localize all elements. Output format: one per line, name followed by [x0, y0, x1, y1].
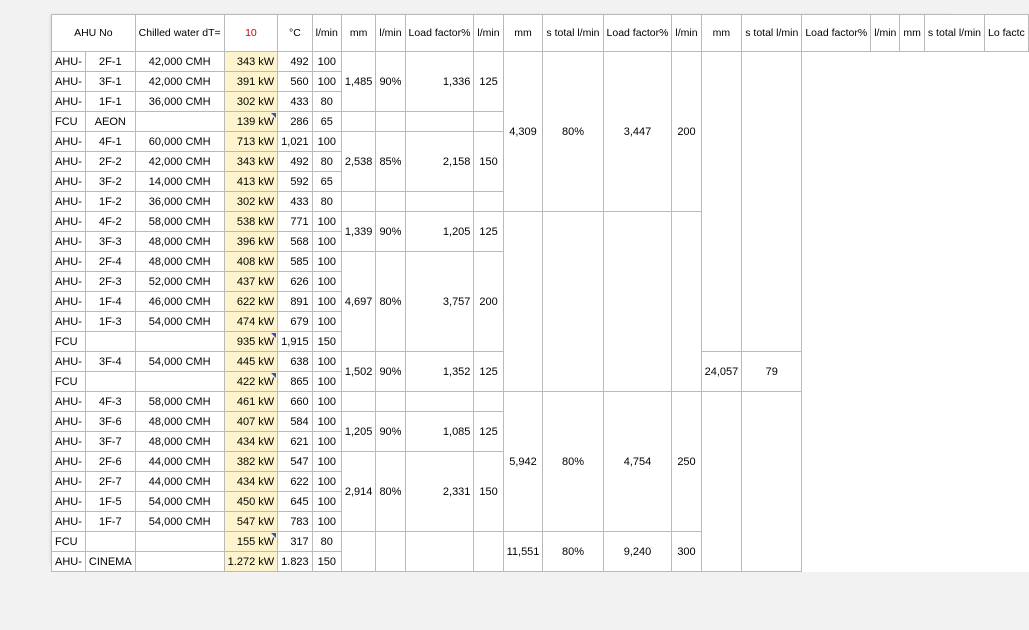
cell-load-kw[interactable]: 155 kW — [224, 532, 277, 552]
cell-pipe-mm[interactable]: 100 — [312, 312, 341, 332]
group1-mm[interactable] — [474, 532, 503, 572]
cell-airflow-cmh[interactable]: 14,000 CMH — [135, 172, 224, 192]
cell-airflow-cmh[interactable]: 46,000 CMH — [135, 292, 224, 312]
cell-ahu-tag[interactable]: FCU — [52, 112, 86, 132]
cell-ahu-no[interactable]: 3F-2 — [85, 172, 135, 192]
group2-stotal[interactable]: 11,551 — [503, 532, 543, 572]
cell-airflow-cmh[interactable]: 44,000 CMH — [135, 472, 224, 492]
header-loadfactor-4: Lo factc — [985, 15, 1029, 52]
cell-pipe-mm[interactable]: 80 — [312, 152, 341, 172]
group2-load[interactable] — [543, 212, 603, 392]
header-mm-1: mm — [341, 15, 376, 52]
group1-lmin2[interactable]: 2,158 — [405, 132, 474, 192]
cell-ahu-no[interactable]: 1F-4 — [85, 292, 135, 312]
group2-load[interactable]: 80% — [543, 52, 603, 212]
cell-ahu-tag[interactable]: AHU- — [52, 432, 86, 452]
cell-load-kw[interactable]: 139 kW — [224, 112, 277, 132]
table-row[interactable] — [52, 212, 1029, 232]
group3-stotal[interactable] — [701, 392, 742, 572]
cell-pipe-mm[interactable]: 100 — [312, 52, 341, 72]
group1-mm[interactable]: 125 — [474, 212, 503, 252]
header-dt-value[interactable]: 10 — [224, 15, 277, 52]
group2-stotal[interactable]: 4,309 — [503, 52, 543, 212]
group1-mm[interactable] — [474, 192, 503, 212]
cell-ahu-no[interactable]: 1F-7 — [85, 512, 135, 532]
cell-pipe-mm[interactable]: 150 — [312, 332, 341, 352]
cell-ahu-tag[interactable]: AHU- — [52, 212, 86, 232]
header-lmin-5: l/min — [871, 15, 900, 52]
cell-ahu-no[interactable]: 3F-6 — [85, 412, 135, 432]
cell-ahu-no[interactable]: 2F-7 — [85, 472, 135, 492]
group1-lmin[interactable]: 2,914 — [341, 452, 376, 532]
table-header-row — [52, 15, 1029, 52]
group1-mm[interactable] — [474, 392, 503, 412]
cell-flow-lmin[interactable]: 585 — [278, 252, 313, 272]
cell-load-kw[interactable]: 538 kW — [224, 212, 277, 232]
cell-ahu-no[interactable]: 4F-1 — [85, 132, 135, 152]
cell-airflow-cmh[interactable]: 36,000 CMH — [135, 92, 224, 112]
group2-mm[interactable]: 300 — [672, 532, 701, 572]
header-stotal-2: s total l/min — [742, 15, 802, 52]
cell-pipe-mm[interactable]: 100 — [312, 392, 341, 412]
cell-ahu-no[interactable]: 3F-4 — [85, 352, 135, 372]
cell-pipe-mm[interactable]: 100 — [312, 232, 341, 252]
cell-load-kw[interactable]: 547 kW — [224, 512, 277, 532]
chilled-water-table[interactable] — [51, 14, 1029, 572]
header-loadfactor-1: Load factor% — [405, 15, 474, 52]
group2-stotal[interactable] — [503, 212, 543, 392]
cell-load-kw[interactable]: 935 kW — [224, 332, 277, 352]
cell-airflow-cmh[interactable]: 54,000 CMH — [135, 352, 224, 372]
group1-lmin2[interactable]: 1,336 — [405, 52, 474, 112]
group1-mm[interactable]: 150 — [474, 452, 503, 532]
cell-ahu-tag[interactable]: AHU- — [52, 192, 86, 212]
header-lmin-2: l/min — [376, 15, 405, 52]
cell-airflow-cmh[interactable] — [135, 112, 224, 132]
cell-flow-lmin[interactable]: 492 — [278, 152, 313, 172]
cell-pipe-mm[interactable]: 100 — [312, 472, 341, 492]
group1-lmin[interactable] — [341, 392, 376, 412]
group2-mm[interactable]: 200 — [672, 52, 701, 212]
cell-ahu-no[interactable]: 1F-5 — [85, 492, 135, 512]
group1-lmin[interactable]: 1,485 — [341, 52, 376, 112]
cell-load-kw[interactable]: 474 kW — [224, 312, 277, 332]
group1-load[interactable] — [376, 192, 405, 212]
group2-load[interactable]: 80% — [543, 532, 603, 572]
group3-stotal[interactable]: 24,057 — [701, 352, 742, 392]
cell-airflow-cmh[interactable]: 44,000 CMH — [135, 452, 224, 472]
group1-load[interactable]: 85% — [376, 132, 405, 192]
cell-flow-lmin[interactable]: 660 — [278, 392, 313, 412]
cell-ahu-no[interactable]: CINEMA — [85, 552, 135, 572]
cell-pipe-mm[interactable]: 65 — [312, 172, 341, 192]
cell-flow-lmin[interactable]: 1,915 — [278, 332, 313, 352]
header-mm-3: mm — [701, 15, 742, 52]
cell-ahu-no[interactable]: 4F-3 — [85, 392, 135, 412]
header-mm-4: mm — [900, 15, 925, 52]
cell-pipe-mm[interactable]: 100 — [312, 372, 341, 392]
group2-mm[interactable]: 250 — [672, 392, 701, 532]
cell-airflow-cmh[interactable]: 54,000 CMH — [135, 512, 224, 532]
table-row[interactable] — [52, 392, 1029, 412]
group2-lmin[interactable]: 4,754 — [603, 392, 672, 532]
group3-load[interactable] — [742, 392, 802, 572]
cell-flow-lmin[interactable]: 679 — [278, 312, 313, 332]
cell-airflow-cmh[interactable]: 54,000 CMH — [135, 492, 224, 512]
group1-lmin2[interactable]: 1,352 — [405, 352, 474, 392]
cell-airflow-cmh[interactable] — [135, 552, 224, 572]
cell-ahu-tag[interactable]: FCU — [52, 532, 86, 552]
cell-ahu-tag[interactable]: AHU- — [52, 272, 86, 292]
cell-airflow-cmh[interactable]: 42,000 CMH — [135, 52, 224, 72]
cell-ahu-tag[interactable]: AHU- — [52, 492, 86, 512]
cell-ahu-no[interactable]: 2F-4 — [85, 252, 135, 272]
group1-load[interactable]: 90% — [376, 212, 405, 252]
cell-ahu-no[interactable]: 3F-7 — [85, 432, 135, 452]
header-lmin-1: l/min — [312, 15, 341, 52]
cell-load-kw[interactable]: 713 kW — [224, 132, 277, 152]
cell-ahu-no[interactable] — [85, 532, 135, 552]
cell-ahu-no[interactable]: 2F-1 — [85, 52, 135, 72]
cell-ahu-tag[interactable]: AHU- — [52, 252, 86, 272]
group1-mm[interactable]: 125 — [474, 412, 503, 452]
cell-load-kw[interactable]: 343 kW — [224, 152, 277, 172]
table-body[interactable] — [52, 15, 1029, 572]
header-stotal-1: s total l/min — [543, 15, 603, 52]
group1-mm[interactable]: 200 — [474, 252, 503, 352]
cell-load-kw[interactable]: 413 kW — [224, 172, 277, 192]
cell-flow-lmin[interactable]: 592 — [278, 172, 313, 192]
cell-pipe-mm[interactable]: 100 — [312, 272, 341, 292]
cell-ahu-no[interactable]: AEON — [85, 112, 135, 132]
cell-flow-lmin[interactable]: 547 — [278, 452, 313, 472]
cell-ahu-tag[interactable]: AHU- — [52, 92, 86, 112]
cell-airflow-cmh[interactable]: 58,000 CMH — [135, 392, 224, 412]
cell-load-kw[interactable]: 391 kW — [224, 72, 277, 92]
cell-pipe-mm[interactable]: 80 — [312, 92, 341, 112]
group3-load[interactable]: 79 — [742, 352, 802, 392]
cell-ahu-tag[interactable]: AHU- — [52, 292, 86, 312]
cell-ahu-tag[interactable]: AHU- — [52, 172, 86, 192]
cell-flow-lmin[interactable]: 433 — [278, 192, 313, 212]
cell-ahu-tag[interactable]: AHU- — [52, 232, 86, 252]
cell-airflow-cmh[interactable] — [135, 532, 224, 552]
cell-ahu-no[interactable]: 1F-1 — [85, 92, 135, 112]
cell-flow-lmin[interactable]: 771 — [278, 212, 313, 232]
cell-ahu-no[interactable]: 4F-2 — [85, 212, 135, 232]
group1-lmin2[interactable] — [405, 192, 474, 212]
cell-ahu-tag[interactable]: FCU — [52, 372, 86, 392]
cell-load-kw[interactable]: 343 kW — [224, 52, 277, 72]
group1-lmin2[interactable] — [405, 112, 474, 132]
cell-flow-lmin[interactable]: 433 — [278, 92, 313, 112]
cell-load-kw[interactable]: 461 kW — [224, 392, 277, 412]
cell-ahu-tag[interactable]: AHU- — [52, 552, 86, 572]
group2-lmin[interactable]: 3,447 — [603, 52, 672, 212]
cell-airflow-cmh[interactable]: 54,000 CMH — [135, 312, 224, 332]
cell-load-kw[interactable]: 434 kW — [224, 432, 277, 452]
header-loadfactor-3: Load factor% — [802, 15, 871, 52]
group3-load[interactable] — [742, 52, 802, 352]
table-row[interactable] — [52, 532, 1029, 552]
group2-stotal[interactable]: 5,942 — [503, 392, 543, 532]
group1-load[interactable]: 80% — [376, 252, 405, 352]
cell-pipe-mm[interactable]: 100 — [312, 452, 341, 472]
cell-flow-lmin[interactable]: 1.823 — [278, 552, 313, 572]
table-row[interactable] — [52, 52, 1029, 72]
cell-flow-lmin[interactable]: 626 — [278, 272, 313, 292]
cell-pipe-mm[interactable]: 65 — [312, 112, 341, 132]
cell-load-kw[interactable]: 302 kW — [224, 92, 277, 112]
group1-load[interactable]: 90% — [376, 52, 405, 112]
cell-pipe-mm[interactable]: 100 — [312, 352, 341, 372]
group2-mm[interactable] — [672, 212, 701, 392]
cell-ahu-tag[interactable]: AHU- — [52, 312, 86, 332]
group1-load[interactable] — [376, 532, 405, 572]
cell-pipe-mm[interactable]: 150 — [312, 552, 341, 572]
cell-ahu-no[interactable]: 3F-3 — [85, 232, 135, 252]
cell-airflow-cmh[interactable]: 36,000 CMH — [135, 192, 224, 212]
group2-lmin[interactable]: 9,240 — [603, 532, 672, 572]
group1-lmin[interactable]: 1,502 — [341, 352, 376, 392]
cell-pipe-mm[interactable]: 100 — [312, 292, 341, 312]
cell-pipe-mm[interactable]: 80 — [312, 192, 341, 212]
group1-lmin2[interactable]: 2,331 — [405, 452, 474, 532]
cell-pipe-mm[interactable]: 80 — [312, 532, 341, 552]
spreadsheet-canvas[interactable] — [51, 14, 1025, 568]
header-chilled-water-dt: Chilled water dT= — [135, 15, 224, 52]
header-dt-unit: °C — [278, 15, 313, 52]
group1-mm[interactable] — [474, 112, 503, 132]
cell-load-kw[interactable]: 434 kW — [224, 472, 277, 492]
cell-load-kw[interactable]: 622 kW — [224, 292, 277, 312]
cell-load-kw[interactable]: 396 kW — [224, 232, 277, 252]
cell-airflow-cmh[interactable]: 42,000 CMH — [135, 72, 224, 92]
group1-lmin2[interactable]: 1,085 — [405, 412, 474, 452]
cell-airflow-cmh[interactable]: 48,000 CMH — [135, 432, 224, 452]
cell-load-kw[interactable]: 302 kW — [224, 192, 277, 212]
group3-stotal[interactable] — [701, 52, 742, 352]
group1-lmin[interactable]: 2,538 — [341, 132, 376, 192]
cell-flow-lmin[interactable]: 783 — [278, 512, 313, 532]
group1-lmin[interactable] — [341, 112, 376, 132]
cell-pipe-mm[interactable]: 100 — [312, 492, 341, 512]
header-loadfactor-2: Load factor% — [603, 15, 672, 52]
cell-pipe-mm[interactable]: 100 — [312, 212, 341, 232]
cell-ahu-no[interactable]: 3F-1 — [85, 72, 135, 92]
group1-load[interactable] — [376, 392, 405, 412]
cell-ahu-tag[interactable]: AHU- — [52, 52, 86, 72]
cell-airflow-cmh[interactable] — [135, 332, 224, 352]
cell-ahu-tag[interactable]: AHU- — [52, 412, 86, 432]
cell-flow-lmin[interactable]: 865 — [278, 372, 313, 392]
cell-flow-lmin[interactable]: 584 — [278, 412, 313, 432]
group1-lmin2[interactable] — [405, 392, 474, 412]
group1-mm[interactable]: 150 — [474, 132, 503, 192]
cell-flow-lmin[interactable]: 286 — [278, 112, 313, 132]
cell-ahu-tag[interactable]: AHU- — [52, 512, 86, 532]
cell-pipe-mm[interactable]: 100 — [312, 432, 341, 452]
cell-ahu-no[interactable]: 1F-3 — [85, 312, 135, 332]
group1-lmin[interactable]: 1,339 — [341, 212, 376, 252]
cell-airflow-cmh[interactable]: 48,000 CMH — [135, 412, 224, 432]
group1-load[interactable]: 80% — [376, 452, 405, 532]
header-stotal-3: s total l/min — [924, 15, 984, 52]
cell-flow-lmin[interactable]: 645 — [278, 492, 313, 512]
cell-ahu-tag[interactable]: AHU- — [52, 472, 86, 492]
cell-airflow-cmh[interactable]: 42,000 CMH — [135, 152, 224, 172]
cell-ahu-tag[interactable]: AHU- — [52, 392, 86, 412]
cell-flow-lmin[interactable]: 1,021 — [278, 132, 313, 152]
cell-load-kw[interactable]: 422 kW — [224, 372, 277, 392]
cell-load-kw[interactable]: 450 kW — [224, 492, 277, 512]
group1-lmin[interactable] — [341, 192, 376, 212]
cell-airflow-cmh[interactable] — [135, 372, 224, 392]
cell-flow-lmin[interactable]: 621 — [278, 432, 313, 452]
cell-ahu-tag[interactable]: AHU- — [52, 152, 86, 172]
cell-flow-lmin[interactable]: 568 — [278, 232, 313, 252]
group1-lmin2[interactable] — [405, 532, 474, 572]
group2-load[interactable]: 80% — [543, 392, 603, 532]
group1-load[interactable]: 90% — [376, 352, 405, 392]
cell-load-kw[interactable]: 408 kW — [224, 252, 277, 272]
cell-ahu-no[interactable]: 2F-2 — [85, 152, 135, 172]
cell-airflow-cmh[interactable]: 58,000 CMH — [135, 212, 224, 232]
cell-load-kw[interactable]: 445 kW — [224, 352, 277, 372]
cell-flow-lmin[interactable]: 638 — [278, 352, 313, 372]
group1-lmin2[interactable]: 3,757 — [405, 252, 474, 352]
group1-load[interactable] — [376, 112, 405, 132]
cell-ahu-tag[interactable]: AHU- — [52, 72, 86, 92]
group1-lmin2[interactable]: 1,205 — [405, 212, 474, 252]
group1-lmin[interactable]: 4,697 — [341, 252, 376, 352]
cell-ahu-tag[interactable]: AHU- — [52, 352, 86, 372]
cell-airflow-cmh[interactable]: 52,000 CMH — [135, 272, 224, 292]
cell-ahu-tag[interactable]: AHU- — [52, 132, 86, 152]
header-lmin-4: l/min — [672, 15, 701, 52]
header-mm-2: mm — [503, 15, 543, 52]
group1-load[interactable]: 90% — [376, 412, 405, 452]
cell-load-kw[interactable]: 1.272 kW — [224, 552, 277, 572]
cell-ahu-no[interactable]: 2F-3 — [85, 272, 135, 292]
cell-pipe-mm[interactable]: 100 — [312, 72, 341, 92]
group1-mm[interactable]: 125 — [474, 352, 503, 392]
cell-pipe-mm[interactable]: 100 — [312, 512, 341, 532]
cell-flow-lmin[interactable]: 560 — [278, 72, 313, 92]
cell-flow-lmin[interactable]: 492 — [278, 52, 313, 72]
cell-load-kw[interactable]: 382 kW — [224, 452, 277, 472]
cell-pipe-mm[interactable]: 100 — [312, 412, 341, 432]
cell-ahu-no[interactable] — [85, 332, 135, 352]
cell-airflow-cmh[interactable]: 48,000 CMH — [135, 232, 224, 252]
cell-ahu-no[interactable] — [85, 372, 135, 392]
cell-flow-lmin[interactable]: 317 — [278, 532, 313, 552]
cell-flow-lmin[interactable]: 891 — [278, 292, 313, 312]
cell-airflow-cmh[interactable]: 48,000 CMH — [135, 252, 224, 272]
header-ahu-no: AHU No — [52, 15, 136, 52]
cell-pipe-mm[interactable]: 100 — [312, 252, 341, 272]
cell-ahu-tag[interactable]: FCU — [52, 332, 86, 352]
cell-ahu-no[interactable]: 1F-2 — [85, 192, 135, 212]
group2-lmin[interactable] — [603, 212, 672, 392]
cell-ahu-no[interactable]: 2F-6 — [85, 452, 135, 472]
cell-ahu-tag[interactable]: AHU- — [52, 452, 86, 472]
header-lmin-3: l/min — [474, 15, 503, 52]
cell-airflow-cmh[interactable]: 60,000 CMH — [135, 132, 224, 152]
group1-lmin[interactable] — [341, 532, 376, 572]
cell-flow-lmin[interactable]: 622 — [278, 472, 313, 492]
cell-pipe-mm[interactable]: 100 — [312, 132, 341, 152]
cell-load-kw[interactable]: 437 kW — [224, 272, 277, 292]
group1-lmin[interactable]: 1,205 — [341, 412, 376, 452]
cell-load-kw[interactable]: 407 kW — [224, 412, 277, 432]
group1-mm[interactable]: 125 — [474, 52, 503, 112]
